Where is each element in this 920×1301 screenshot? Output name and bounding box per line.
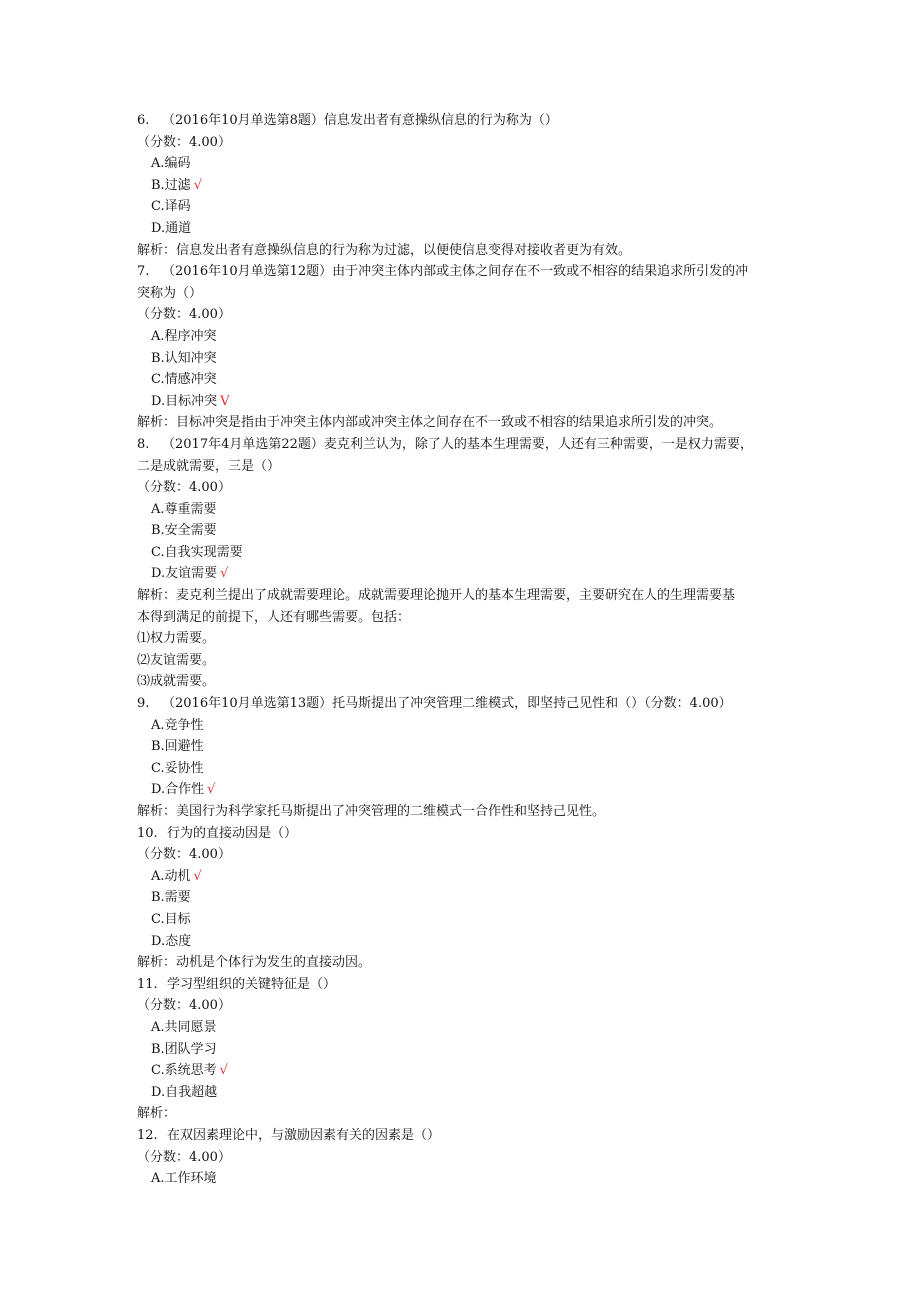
analysis-text: 解析：动机是个体行为发生的直接动因。 <box>137 955 372 971</box>
option-label: C.情感冲突 <box>151 372 217 388</box>
question-block <box>137 974 787 1125</box>
analysis-text: ⑶成就需要。 <box>137 674 216 690</box>
question-block <box>137 693 787 823</box>
option-label: D.友谊需要 <box>151 566 218 582</box>
question-stem-continued <box>137 283 787 305</box>
answer-option <box>137 1168 787 1190</box>
correct-check-icon: √ <box>220 566 229 582</box>
option-label: B.过滤 <box>151 177 191 193</box>
correct-check-icon: √ <box>193 177 202 193</box>
option-label: A.程序冲突 <box>151 328 217 344</box>
answer-option <box>137 153 787 175</box>
question-number: 12. <box>137 1127 158 1143</box>
answer-option <box>137 1039 787 1061</box>
question-score: （分数：4.00） <box>137 847 231 863</box>
question-block <box>137 823 787 974</box>
option-label: D.自我超越 <box>151 1084 218 1100</box>
answer-option <box>137 931 787 953</box>
option-label: B.认知冲突 <box>151 350 217 366</box>
option-label: B.安全需要 <box>151 523 217 539</box>
option-label: C.译码 <box>151 199 191 215</box>
option-label: A.动机 <box>151 868 191 884</box>
correct-check-icon: √ <box>219 1063 228 1079</box>
question-stem <box>137 974 787 996</box>
answer-option <box>137 887 787 909</box>
option-label: C.妥协性 <box>151 760 204 776</box>
answer-option <box>137 1017 787 1039</box>
question-stem <box>137 693 787 715</box>
document-body <box>137 110 787 1190</box>
analysis-text: 解析：美国行为科学家托马斯提出了冲突管理的二维模式一合作性和坚持己见性。 <box>137 804 606 819</box>
question-text: 二是成就需要，三是（） <box>137 458 281 474</box>
answer-option <box>137 499 787 521</box>
correct-check-icon: √ <box>193 868 202 884</box>
answer-option <box>137 715 787 737</box>
answer-option <box>137 909 787 931</box>
question-stem <box>137 261 787 283</box>
answer-option <box>137 175 787 197</box>
correct-check-icon: V <box>220 393 230 409</box>
question-stem <box>137 823 787 845</box>
question-text: （2016年10月单选第12题）由于冲突主体内部或主体之间存在不一致或不相容的结果追求所引发的冲 <box>162 264 749 280</box>
option-label: C.目标 <box>151 911 191 927</box>
question-block <box>137 110 787 261</box>
analysis-text: 本得到满足的前提下，人还有哪些需要。包括： <box>137 609 411 625</box>
question-text: 突称为（） <box>137 285 203 301</box>
question-block <box>137 1125 787 1190</box>
option-label: A.编码 <box>151 156 191 172</box>
answer-option <box>137 326 787 348</box>
answer-option <box>137 866 787 888</box>
question-text: （2016年10月单选第8题）信息发出者有意操纵信息的行为称为（） <box>162 113 558 128</box>
answer-option <box>137 542 787 564</box>
option-label: D.态度 <box>151 933 192 949</box>
option-label: B.回避性 <box>151 739 204 755</box>
question-number: 7. <box>137 264 150 280</box>
answer-option <box>137 563 787 585</box>
answer-option <box>137 520 787 542</box>
option-label: A.竞争性 <box>151 717 204 733</box>
option-label: D.通道 <box>151 220 192 236</box>
question-text: 在双因素理论中，与激励因素有关的因素是（） <box>167 1127 441 1143</box>
answer-option <box>137 391 787 413</box>
option-label: D.目标冲突 <box>151 393 218 409</box>
answer-option <box>137 218 787 240</box>
answer-option <box>137 1082 787 1104</box>
option-label: D.合作性 <box>151 782 205 798</box>
question-score: （分数：4.00） <box>137 134 231 150</box>
option-label: A.共同愿景 <box>151 1019 217 1035</box>
option-label: C.自我实现需要 <box>151 544 243 560</box>
answer-option <box>137 348 787 370</box>
option-label: B.需要 <box>151 890 191 906</box>
answer-option <box>137 736 787 758</box>
question-stem <box>137 110 787 132</box>
question-stem <box>137 1125 787 1147</box>
answer-option <box>137 196 787 218</box>
question-block <box>137 434 787 693</box>
question-text: 行为的直接动因是（） <box>167 825 298 841</box>
analysis-text: 解析：信息发出者有意操纵信息的行为称为过滤，以便使信息变得对接收者更为有效。 <box>137 242 632 258</box>
analysis-text: 解析：目标冲突是指由于冲突主体内部或冲突主体之间存在不一致或不相容的结果追求所引发的冲突。 <box>137 415 723 431</box>
question-number: 6. <box>137 113 150 128</box>
analysis-text: 解析：麦克利兰提出了成就需要理论。成就需要理论抛开人的基本生理需要，主要研究在人的生理需要基 <box>137 588 736 604</box>
answer-option <box>137 779 787 801</box>
answer-option <box>137 369 787 391</box>
question-score: （分数：4.00） <box>137 1149 231 1165</box>
option-label: A.尊重需要 <box>151 501 217 517</box>
answer-option <box>137 1060 787 1082</box>
question-number: 8. <box>137 436 150 452</box>
analysis-text: ⑵友谊需要。 <box>137 652 216 668</box>
question-stem <box>137 434 787 456</box>
correct-check-icon: √ <box>207 782 216 798</box>
question-text: （2017年4月单选第22题）麦克利兰认为，除了人的基本生理需要，人还有三种需要，一是权力需要， <box>162 436 753 452</box>
answer-option <box>137 758 787 780</box>
question-score: （分数：4.00） <box>137 998 231 1014</box>
question-score: （分数：4.00） <box>137 480 231 496</box>
question-stem-continued <box>137 456 787 478</box>
option-label: B.团队学习 <box>151 1041 217 1057</box>
question-number: 11. <box>137 976 158 992</box>
question-text: 学习型组织的关键特征是（） <box>167 976 337 992</box>
option-label: C.系统思考 <box>151 1063 217 1079</box>
question-number: 10. <box>137 825 158 841</box>
analysis-text: ⑴权力需要。 <box>137 631 216 647</box>
question-text: （2016年10月单选第13题）托马斯提出了冲突管理二维模式，即坚持己见性和（）（分数：4.00） <box>162 696 732 712</box>
question-block <box>137 261 787 434</box>
question-score: （分数：4.00） <box>137 307 231 323</box>
option-label: A.工作环境 <box>151 1171 217 1187</box>
question-number: 9. <box>137 696 150 712</box>
analysis-text: 解析： <box>137 1106 177 1122</box>
